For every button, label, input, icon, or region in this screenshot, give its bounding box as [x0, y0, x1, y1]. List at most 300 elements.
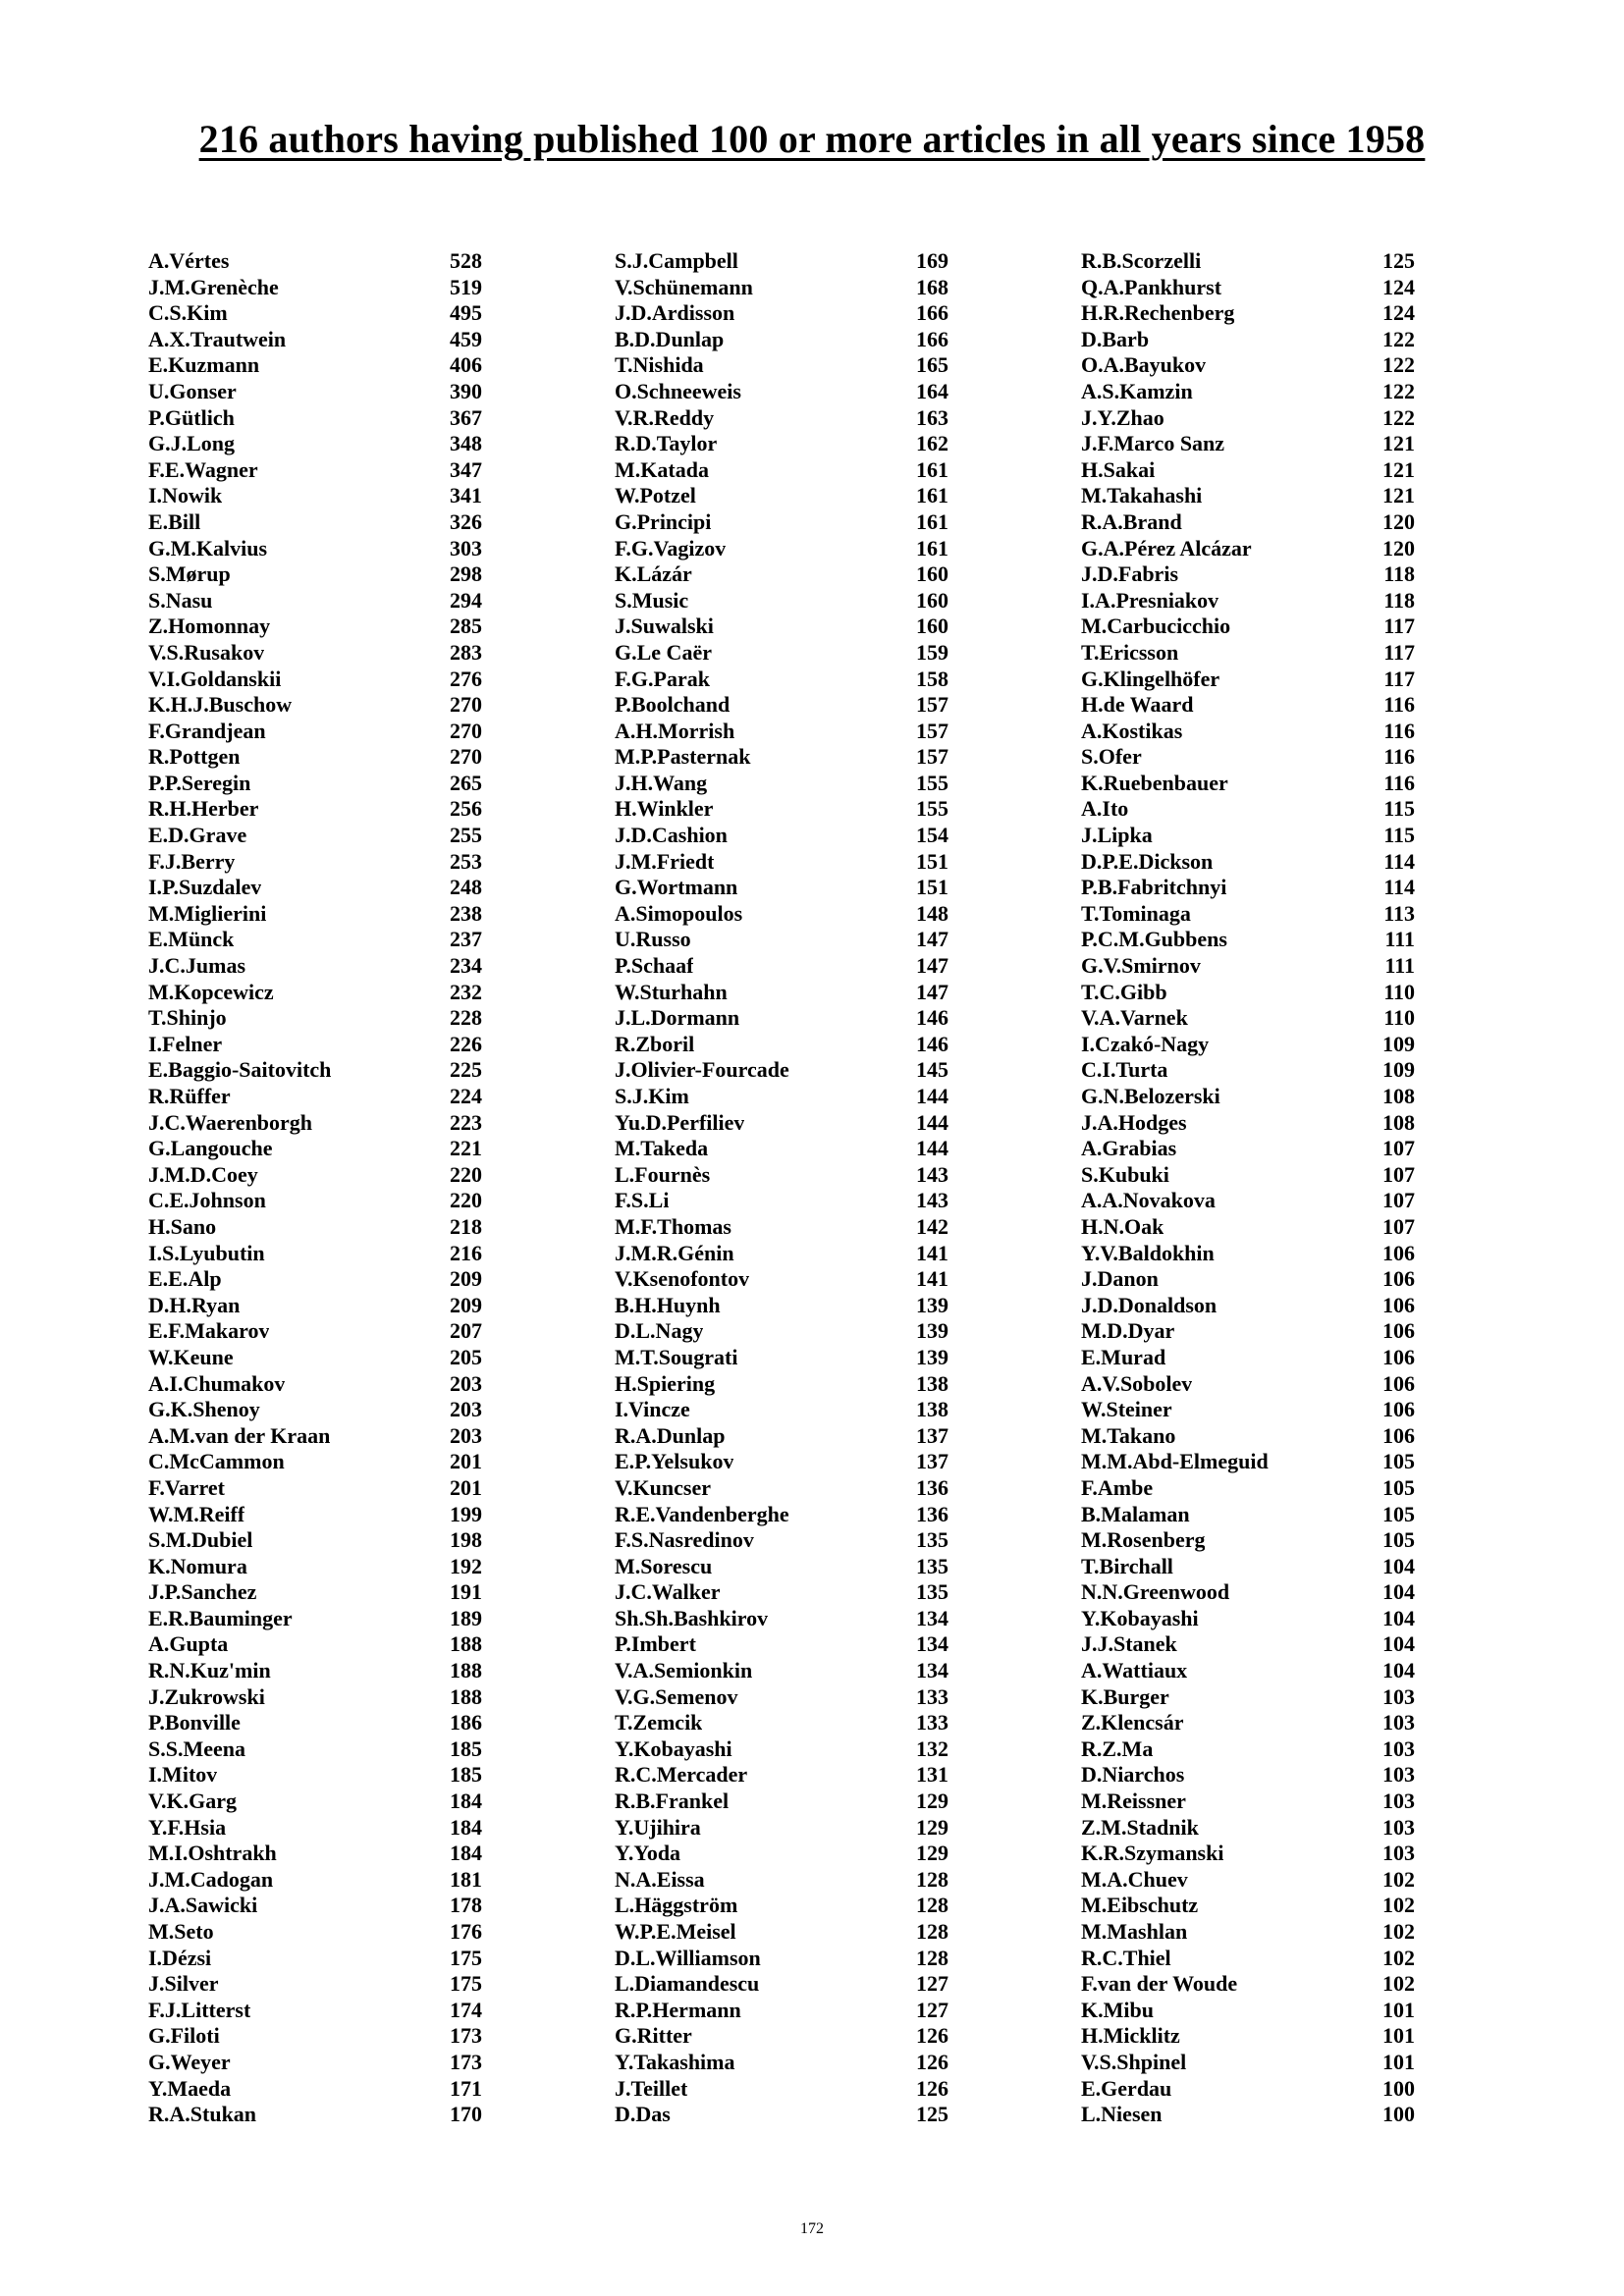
- article-count: 124: [1382, 274, 1415, 299]
- article-count: 111: [1384, 953, 1415, 979]
- article-count: 203: [450, 1370, 482, 1396]
- article-count: 184: [450, 1841, 482, 1866]
- author-name: Z.Klencsár: [1081, 1710, 1184, 1735]
- article-count: 173: [450, 2049, 482, 2074]
- article-count: 110: [1383, 1005, 1415, 1031]
- author-row: [615, 849, 948, 876]
- article-count: 134: [916, 1605, 948, 1630]
- author-name: M.Kopcewicz: [148, 979, 274, 1004]
- author-name: Y.Ujihira: [615, 1814, 701, 1840]
- author-name: J.P.Sanchez: [148, 1579, 257, 1605]
- article-count: 209: [450, 1266, 482, 1292]
- author-name: E.Gerdau: [1081, 2075, 1172, 2101]
- author-row: [615, 1971, 948, 1998]
- author-row: [148, 614, 482, 640]
- article-count: 105: [1382, 1474, 1415, 1500]
- article-count: 124: [1382, 300, 1415, 326]
- author-name: J.A.Sawicki: [148, 1893, 258, 1918]
- article-count: 285: [450, 614, 482, 639]
- article-count: 135: [916, 1527, 948, 1553]
- author-row: [148, 823, 482, 849]
- article-count: 145: [916, 1057, 948, 1083]
- author-row: [615, 1554, 948, 1580]
- article-count: 218: [450, 1213, 482, 1239]
- article-count: 528: [450, 248, 482, 273]
- article-count: 106: [1382, 1370, 1415, 1396]
- article-count: 106: [1382, 1266, 1415, 1292]
- author-row: [1081, 875, 1415, 901]
- author-row: [148, 953, 482, 980]
- article-count: 348: [450, 431, 482, 456]
- author-row: [148, 1502, 482, 1528]
- author-row: [615, 561, 948, 588]
- author-row: [1081, 953, 1415, 980]
- article-count: 101: [1382, 1997, 1415, 2022]
- author-row: [148, 1684, 482, 1711]
- author-row: [148, 1162, 482, 1189]
- author-row: [148, 980, 482, 1006]
- article-count: 175: [450, 1971, 482, 1997]
- article-count: 106: [1382, 1422, 1415, 1448]
- author-row: [615, 1606, 948, 1632]
- author-row: [1081, 640, 1415, 667]
- author-row: [148, 1423, 482, 1450]
- article-count: 270: [450, 692, 482, 718]
- article-count: 135: [916, 1553, 948, 1578]
- article-count: 137: [916, 1449, 948, 1474]
- article-count: 110: [1383, 979, 1415, 1004]
- author-row: [1081, 1423, 1415, 1450]
- author-row: [1081, 1658, 1415, 1684]
- article-count: 134: [916, 1631, 948, 1657]
- author-name: F.S.Nasredinov: [615, 1527, 754, 1553]
- article-count: 116: [1383, 692, 1415, 718]
- author-name: Y.Kobayashi: [1081, 1605, 1199, 1630]
- article-count: 170: [450, 2102, 482, 2127]
- author-name: A.S.Kamzin: [1081, 378, 1193, 403]
- author-column-1: [148, 248, 482, 2128]
- article-count: 191: [450, 1579, 482, 1605]
- author-row: [1081, 1345, 1415, 1371]
- author-row: [1081, 614, 1415, 640]
- article-count: 103: [1382, 1789, 1415, 1814]
- article-count: 459: [450, 326, 482, 351]
- author-row: [1081, 379, 1415, 405]
- article-count: 163: [916, 404, 948, 430]
- author-name: D.Niarchos: [1081, 1762, 1185, 1788]
- author-name: W.Steiner: [1081, 1397, 1172, 1422]
- article-count: 184: [450, 1814, 482, 1840]
- author-row: [148, 1057, 482, 1084]
- article-count: 133: [916, 1710, 948, 1735]
- author-name: E.Murad: [1081, 1344, 1166, 1369]
- author-row: [615, 457, 948, 484]
- author-row: [1081, 2076, 1415, 2103]
- author-row: [615, 1136, 948, 1162]
- article-count: 186: [450, 1710, 482, 1735]
- author-name: V.G.Semenov: [615, 1683, 738, 1709]
- author-row: [148, 2102, 482, 2128]
- author-name: R.C.Mercader: [615, 1762, 748, 1788]
- article-count: 232: [450, 979, 482, 1004]
- author-name: J.C.Waerenborgh: [148, 1109, 313, 1135]
- author-row: [1081, 1502, 1415, 1528]
- author-row: [615, 300, 948, 327]
- article-count: 201: [450, 1449, 482, 1474]
- article-count: 113: [1383, 900, 1415, 926]
- author-name: H.Spiering: [615, 1370, 716, 1396]
- author-row: [615, 248, 948, 275]
- author-name: N.A.Eissa: [615, 1866, 705, 1892]
- author-row: [1081, 823, 1415, 849]
- author-name: Y.Yoda: [615, 1841, 681, 1866]
- author-row: [615, 352, 948, 379]
- article-count: 181: [450, 1866, 482, 1892]
- article-count: 122: [1382, 326, 1415, 351]
- author-name: K.R.Szymanski: [1081, 1841, 1224, 1866]
- author-row: [1081, 927, 1415, 953]
- article-count: 102: [1382, 1919, 1415, 1944]
- author-row: [615, 1527, 948, 1554]
- author-row: [615, 1502, 948, 1528]
- author-row: [148, 1084, 482, 1110]
- author-name: Y.Takashima: [615, 2049, 735, 2074]
- article-count: 104: [1382, 1553, 1415, 1578]
- author-name: M.D.Dyar: [1081, 1318, 1175, 1344]
- article-count: 137: [916, 1422, 948, 1448]
- article-count: 341: [450, 483, 482, 508]
- author-name: J.Silver: [148, 1971, 219, 1997]
- author-name: H.R.Rechenberg: [1081, 300, 1235, 326]
- author-name: E.F.Makarov: [148, 1318, 270, 1344]
- author-name: A.Ito: [1081, 796, 1129, 822]
- author-name: J.L.Dormann: [615, 1005, 740, 1031]
- author-row: [615, 1266, 948, 1293]
- article-count: 161: [916, 483, 948, 508]
- author-name: V.A.Semionkin: [615, 1658, 753, 1683]
- page-number: 172: [800, 2220, 824, 2237]
- article-count: 205: [450, 1344, 482, 1369]
- article-count: 189: [450, 1605, 482, 1630]
- author-row: [1081, 509, 1415, 536]
- author-row: [1081, 1084, 1415, 1110]
- author-row: [615, 1005, 948, 1032]
- author-row: [615, 1318, 948, 1345]
- author-name: A.Grabias: [1081, 1136, 1177, 1161]
- author-name: K.Burger: [1081, 1683, 1169, 1709]
- author-row: [615, 379, 948, 405]
- author-row: [148, 588, 482, 614]
- author-name: F.G.Parak: [615, 666, 710, 691]
- author-row: [615, 509, 948, 536]
- author-name: F.S.Li: [615, 1188, 670, 1213]
- author-name: P.Bonville: [148, 1710, 241, 1735]
- author-name: P.Gütlich: [148, 404, 235, 430]
- author-row: [615, 1579, 948, 1606]
- author-name: R.N.Kuz'min: [148, 1658, 271, 1683]
- author-name: G.Le Caër: [615, 639, 712, 665]
- article-count: 169: [916, 248, 948, 273]
- author-name: M.P.Pasternak: [615, 744, 751, 770]
- author-row: [1081, 1579, 1415, 1606]
- article-count: 188: [450, 1683, 482, 1709]
- article-count: 106: [1382, 1397, 1415, 1422]
- author-row: [148, 457, 482, 484]
- author-name: A.A.Novakova: [1081, 1188, 1216, 1213]
- author-row: [148, 405, 482, 432]
- author-name: J.M.R.Génin: [615, 1240, 734, 1265]
- article-count: 164: [916, 378, 948, 403]
- article-count: 166: [916, 300, 948, 326]
- author-row: [615, 1736, 948, 1763]
- article-count: 133: [916, 1683, 948, 1709]
- article-count: 122: [1382, 352, 1415, 378]
- author-name: J.D.Donaldson: [1081, 1292, 1218, 1317]
- article-count: 103: [1382, 1762, 1415, 1788]
- author-row: [148, 300, 482, 327]
- article-count: 283: [450, 639, 482, 665]
- author-name: M.Takano: [1081, 1422, 1176, 1448]
- author-name: K.Mibu: [1081, 1997, 1154, 2022]
- author-name: V.A.Varnek: [1081, 1005, 1188, 1031]
- author-name: T.Tominaga: [1081, 900, 1191, 926]
- article-count: 176: [450, 1919, 482, 1944]
- author-name: Z.M.Stadnik: [1081, 1814, 1199, 1840]
- author-name: M.I.Oshtrakh: [148, 1841, 277, 1866]
- author-name: P.C.M.Gubbens: [1081, 927, 1227, 952]
- author-row: [148, 1032, 482, 1058]
- author-name: G.Ritter: [615, 2023, 692, 2049]
- author-row: [148, 719, 482, 745]
- author-row: [148, 796, 482, 823]
- author-row: [1081, 692, 1415, 719]
- article-count: 165: [916, 352, 948, 378]
- author-name: Sh.Sh.Bashkirov: [615, 1605, 769, 1630]
- author-row: [615, 901, 948, 928]
- article-count: 226: [450, 1031, 482, 1056]
- author-name: V.S.Shpinel: [1081, 2049, 1187, 2074]
- article-count: 104: [1382, 1605, 1415, 1630]
- author-name: K.Nomura: [148, 1553, 247, 1578]
- author-name: H.Micklitz: [1081, 2023, 1180, 2049]
- article-count: 103: [1382, 1710, 1415, 1735]
- author-name: E.Bill: [148, 508, 201, 534]
- author-name: I.Mitov: [148, 1762, 218, 1788]
- article-count: 131: [916, 1762, 948, 1788]
- author-name: E.Münck: [148, 927, 235, 952]
- author-row: [148, 1397, 482, 1423]
- article-count: 104: [1382, 1658, 1415, 1683]
- article-count: 238: [450, 900, 482, 926]
- article-count: 121: [1382, 456, 1415, 482]
- author-name: A.Kostikas: [1081, 718, 1183, 743]
- author-name: H.Sano: [148, 1213, 217, 1239]
- author-row: [148, 771, 482, 797]
- article-count: 106: [1382, 1318, 1415, 1344]
- author-name: M.Reissner: [1081, 1789, 1186, 1814]
- article-count: 276: [450, 666, 482, 691]
- article-count: 128: [916, 1945, 948, 1970]
- article-count: 127: [916, 1971, 948, 1997]
- article-count: 146: [916, 1031, 948, 1056]
- author-row: [615, 1684, 948, 1711]
- author-name: S.Ofer: [1081, 744, 1142, 770]
- author-row: [615, 483, 948, 509]
- author-row: [148, 327, 482, 353]
- author-row: [615, 640, 948, 667]
- article-count: 111: [1384, 927, 1415, 952]
- author-name: L.Häggström: [615, 1893, 738, 1918]
- author-name: H.Winkler: [615, 796, 714, 822]
- author-row: [148, 1136, 482, 1162]
- author-row: [615, 1345, 948, 1371]
- author-row: [148, 1188, 482, 1214]
- author-name: L.Diamandescu: [615, 1971, 760, 1997]
- author-name: G.M.Kalvius: [148, 535, 268, 561]
- author-name: J.D.Ardisson: [615, 300, 735, 326]
- author-row: [1081, 431, 1415, 457]
- author-row: [148, 1815, 482, 1842]
- article-count: 143: [916, 1188, 948, 1213]
- author-name: B.H.Huynh: [615, 1292, 721, 1317]
- author-name: G.A.Pérez Alcázar: [1081, 535, 1252, 561]
- author-name: P.B.Fabritchnyi: [1081, 875, 1227, 900]
- author-row: [148, 849, 482, 876]
- article-count: 104: [1382, 1631, 1415, 1657]
- author-name: Yu.D.Perfiliev: [615, 1109, 745, 1135]
- article-count: 162: [916, 431, 948, 456]
- article-count: 158: [916, 666, 948, 691]
- author-column-3: [1081, 248, 1415, 2128]
- author-name: J.M.Friedt: [615, 848, 715, 874]
- article-count: 122: [1382, 378, 1415, 403]
- article-count: 127: [916, 1997, 948, 2022]
- author-row: [1081, 1867, 1415, 1894]
- author-row: [1081, 248, 1415, 275]
- author-row: [148, 667, 482, 693]
- author-name: A.X.Trautwein: [148, 326, 287, 351]
- author-name: W.P.E.Meisel: [615, 1919, 736, 1944]
- author-row: [615, 614, 948, 640]
- article-count: 171: [450, 2075, 482, 2101]
- author-name: M.Carbucicchio: [1081, 614, 1231, 639]
- article-count: 270: [450, 718, 482, 743]
- author-row: [615, 2050, 948, 2076]
- author-name: M.Rosenberg: [1081, 1527, 1206, 1553]
- author-row: [615, 2076, 948, 2103]
- article-count: 106: [1382, 1240, 1415, 1265]
- author-name: F.Ambe: [1081, 1474, 1154, 1500]
- author-name: M.Sorescu: [615, 1553, 713, 1578]
- author-row: [615, 1162, 948, 1189]
- article-count: 128: [916, 1919, 948, 1944]
- author-name: J.D.Cashion: [615, 823, 728, 848]
- author-name: G.V.Smirnov: [1081, 953, 1201, 979]
- article-count: 106: [1382, 1344, 1415, 1369]
- author-row: [1081, 561, 1415, 588]
- article-count: 141: [916, 1240, 948, 1265]
- author-row: [148, 1998, 482, 2024]
- author-name: A.Gupta: [148, 1631, 229, 1657]
- author-row: [1081, 1397, 1415, 1423]
- author-name: G.Wortmann: [615, 875, 738, 900]
- article-count: 201: [450, 1474, 482, 1500]
- author-name: F.E.Wagner: [148, 456, 258, 482]
- author-row: [1081, 1527, 1415, 1554]
- author-name: C.S.Kim: [148, 300, 228, 326]
- author-row: [615, 927, 948, 953]
- author-row: [148, 275, 482, 301]
- author-name: J.Lipka: [1081, 823, 1153, 848]
- author-row: [615, 667, 948, 693]
- author-row: [1081, 771, 1415, 797]
- article-count: 121: [1382, 431, 1415, 456]
- author-name: P.P.Seregin: [148, 770, 251, 795]
- article-count: 126: [916, 2075, 948, 2101]
- author-row: [148, 2050, 482, 2076]
- author-name: A.Wattiaux: [1081, 1658, 1188, 1683]
- author-row: [148, 1110, 482, 1137]
- article-count: 253: [450, 848, 482, 874]
- article-count: 198: [450, 1527, 482, 1553]
- author-name: R.Rüffer: [148, 1084, 231, 1108]
- article-count: 117: [1383, 614, 1415, 639]
- author-name: J.J.Stanek: [1081, 1631, 1177, 1657]
- article-count: 144: [916, 1136, 948, 1161]
- author-row: [615, 1032, 948, 1058]
- author-row: [1081, 1631, 1415, 1658]
- article-count: 139: [916, 1292, 948, 1317]
- author-row: [1081, 1815, 1415, 1842]
- author-row: [615, 588, 948, 614]
- author-name: J.C.Jumas: [148, 953, 246, 979]
- article-count: 155: [916, 770, 948, 795]
- article-count: 151: [916, 848, 948, 874]
- article-count: 234: [450, 953, 482, 979]
- author-name: R.P.Hermann: [615, 1997, 741, 2022]
- article-count: 139: [916, 1318, 948, 1344]
- author-name: K.H.J.Buschow: [148, 692, 293, 718]
- author-row: [615, 1423, 948, 1450]
- author-name: G.Weyer: [148, 2049, 231, 2074]
- author-row: [148, 901, 482, 928]
- author-row: [615, 1293, 948, 1319]
- author-name: J.F.Marco Sanz: [1081, 431, 1225, 456]
- article-count: 109: [1382, 1031, 1415, 1056]
- article-count: 157: [916, 718, 948, 743]
- author-row: [615, 744, 948, 771]
- article-count: 103: [1382, 1814, 1415, 1840]
- article-count: 117: [1383, 639, 1415, 665]
- author-row: [1081, 2050, 1415, 2076]
- article-count: 221: [450, 1136, 482, 1161]
- author-row: [1081, 796, 1415, 823]
- article-count: 173: [450, 2023, 482, 2049]
- author-name: W.Sturhahn: [615, 979, 728, 1004]
- article-count: 103: [1382, 1683, 1415, 1709]
- author-row: [1081, 1293, 1415, 1319]
- author-row: [1081, 1789, 1415, 1815]
- author-row: [1081, 457, 1415, 484]
- author-row: [1081, 1032, 1415, 1058]
- author-row: [615, 1084, 948, 1110]
- author-row: [615, 692, 948, 719]
- article-count: 161: [916, 508, 948, 534]
- author-row: [1081, 667, 1415, 693]
- author-row: [1081, 1998, 1415, 2024]
- article-count: 101: [1382, 2049, 1415, 2074]
- author-name: S.S.Meena: [148, 1735, 245, 1761]
